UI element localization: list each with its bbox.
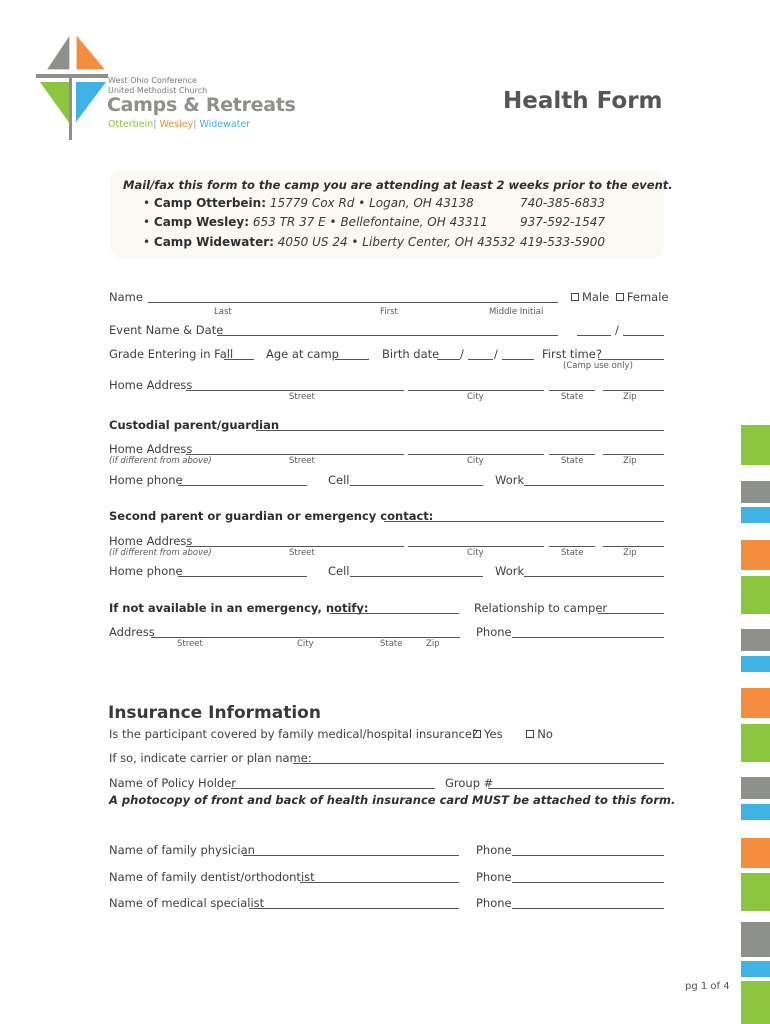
camp-widewater: Widewater [199, 119, 251, 130]
city-caption: City [297, 639, 314, 649]
city-caption: City [467, 548, 484, 558]
name-label: Name [109, 290, 143, 304]
custodial-field[interactable] [256, 430, 664, 431]
name-field[interactable] [148, 302, 558, 303]
emergency-address-field[interactable] [151, 637, 460, 638]
last-caption: Last [214, 307, 232, 317]
street-caption: Street [289, 548, 315, 558]
group-label: Group # [445, 776, 494, 790]
insurance-question: Is the participant covered by family medical/hospital insurance? [109, 727, 479, 741]
strip-orange [741, 540, 770, 570]
state-caption: State [561, 392, 584, 402]
custodial-street-field[interactable] [186, 454, 404, 455]
custodial-work-field[interactable] [524, 485, 664, 486]
birth-month-field[interactable] [437, 359, 460, 360]
second-cell-field[interactable] [350, 576, 483, 577]
camp-otterbein: Otterbein [108, 119, 154, 130]
page-number: pg 1 of 4 [685, 981, 730, 992]
second-work-field[interactable] [524, 576, 664, 577]
notice-camp-widewater: • Camp Widewater: 4050 US 24 • Liberty Center, OH 43532 [143, 235, 516, 249]
second-home-phone-field[interactable] [178, 576, 307, 577]
event-month-field[interactable] [577, 335, 611, 336]
specialist-phone-label: Phone [476, 896, 512, 910]
second-address-label: Home Address [109, 534, 193, 548]
notice-camp-otterbein: • Camp Otterbein: 15779 Cox Rd • Logan, OH 43138 [143, 196, 474, 210]
notice-phone-wesley: 937-592-1547 [520, 215, 606, 229]
first-time-label: First time? [542, 347, 602, 361]
if-different-caption: (if different from above) [109, 548, 212, 558]
emergency-phone-label: Phone [476, 625, 512, 639]
physician-phone-field[interactable] [512, 855, 664, 856]
strip-gray [741, 777, 770, 799]
street-caption: Street [177, 639, 203, 649]
custodial-cell-field[interactable] [350, 485, 483, 486]
strip-green [741, 873, 770, 911]
specialist-label: Name of medical specialist [109, 896, 265, 910]
age-field[interactable] [335, 359, 369, 360]
second-street-field[interactable] [186, 546, 404, 547]
event-field[interactable] [217, 335, 558, 336]
strip-gray [741, 629, 770, 651]
notice-phone-widewater: 419-533-5900 [520, 235, 606, 249]
strip-blue [741, 656, 770, 672]
event-label: Event Name & Date [109, 323, 224, 337]
second-zip-field[interactable] [603, 546, 664, 547]
home-zip-field[interactable] [603, 390, 664, 391]
strip-orange [741, 838, 770, 868]
custodial-address-label: Home Address [109, 442, 193, 456]
second-state-field[interactable] [549, 546, 595, 547]
no-label: No [537, 727, 553, 741]
custodial-work-label: Work [495, 473, 525, 487]
middle-initial-caption: Middle Initial [489, 307, 544, 317]
strip-blue [741, 961, 770, 977]
physician-phone-label: Phone [476, 843, 512, 857]
birth-day-field[interactable] [468, 359, 493, 360]
strip-blue [741, 804, 770, 820]
carrier-field[interactable] [293, 763, 664, 764]
relationship-field[interactable] [598, 613, 664, 614]
insurance-options [473, 727, 553, 741]
strip-gray [741, 481, 770, 503]
camp-names: Otterbein| Wesley| Widewater [108, 119, 251, 130]
notice-heading: Mail/fax this form to the camp you are attending at least 2 weeks prior to the event. [123, 178, 673, 192]
custodial-home-phone-field[interactable] [178, 485, 307, 486]
policy-holder-label: Name of Policy Holder [109, 776, 237, 790]
strip-orange [741, 688, 770, 718]
yes-checkbox[interactable] [473, 730, 481, 738]
no-checkbox[interactable] [526, 730, 534, 738]
second-cell-label: Cell [328, 564, 350, 578]
strip-blue [741, 507, 770, 523]
birth-label: Birth date [382, 347, 440, 361]
second-parent-label: Second parent or guardian or emergency contact: [109, 509, 434, 523]
strip-green [741, 981, 770, 1024]
photocopy-notice: A photocopy of front and back of health insurance card MUST be attached to this form. [109, 793, 676, 807]
second-city-field[interactable] [408, 546, 544, 547]
street-caption: Street [289, 456, 315, 466]
if-different-caption: (if different from above) [109, 456, 212, 466]
relationship-label: Relationship to camper [474, 601, 608, 615]
home-state-field[interactable] [549, 390, 595, 391]
state-caption: State [561, 548, 584, 558]
zip-caption: Zip [426, 639, 440, 649]
birth-slash-1: / [460, 347, 464, 361]
city-caption: City [467, 456, 484, 466]
zip-caption: Zip [623, 392, 637, 402]
dentist-label: Name of family dentist/orthodontist [109, 870, 315, 884]
custodial-cell-label: Cell [328, 473, 350, 487]
zip-caption: Zip [623, 456, 637, 466]
gender-options [571, 290, 669, 304]
second-work-label: Work [495, 564, 525, 578]
notice-camp-address: 4050 US 24 • Liberty Center, OH 43532 [277, 235, 516, 249]
birth-slash-2: / [494, 347, 498, 361]
event-day-field[interactable] [623, 335, 664, 336]
custodial-zip-field[interactable] [603, 454, 664, 455]
notice-camp-name: Camp Widewater: [153, 235, 274, 249]
emergency-field[interactable] [330, 613, 459, 614]
yes-label: Yes [484, 727, 503, 741]
strip-green [741, 425, 770, 465]
emergency-address-label: Address [109, 625, 155, 639]
strip-green [741, 576, 770, 614]
first-caption: First [380, 307, 398, 317]
carrier-label: If so, indicate carrier or plan name: [109, 751, 312, 765]
first-time-field[interactable] [598, 359, 664, 360]
emergency-phone-field[interactable] [512, 637, 664, 638]
group-field[interactable] [488, 788, 664, 789]
dentist-phone-label: Phone [476, 870, 512, 884]
grade-field[interactable] [224, 359, 254, 360]
strip-green [741, 724, 770, 762]
second-parent-field[interactable] [384, 521, 664, 522]
custodial-city-field[interactable] [408, 454, 544, 455]
logo [36, 32, 111, 144]
org-line-1: West Ohio Conference [108, 76, 197, 85]
emergency-label: If not available in an emergency, notify: [109, 601, 369, 615]
city-caption: City [467, 392, 484, 402]
physician-label: Name of family physician [109, 843, 255, 857]
second-home-phone-label: Home phone [109, 564, 183, 578]
org-line-2: United Methodist Church [108, 86, 208, 95]
female-label: Female [626, 290, 669, 304]
notice-phone-otterbein: 740-385-6833 [520, 196, 606, 210]
state-caption: State [561, 456, 584, 466]
insurance-heading: Insurance Information [108, 703, 321, 723]
street-caption: Street [289, 392, 315, 402]
age-label: Age at camp [266, 347, 339, 361]
brand-name: Camps & Retreats [107, 94, 296, 116]
zip-caption: Zip [623, 548, 637, 558]
state-caption: State [380, 639, 403, 649]
notice-camp-address: 653 TR 37 E • Bellefontaine, OH 43311 [252, 215, 488, 229]
male-checkbox[interactable] [571, 293, 579, 301]
custodial-label: Custodial parent/guardian [109, 418, 280, 432]
event-date-slash: / [615, 323, 619, 337]
custodial-state-field[interactable] [549, 454, 595, 455]
home-address-label: Home Address [109, 378, 193, 392]
female-checkbox[interactable] [616, 293, 624, 301]
notice-camp-wesley: • Camp Wesley: 653 TR 37 E • Bellefontaine, OH 43311 [143, 215, 488, 229]
notice-camp-address: 15779 Cox Rd • Logan, OH 43138 [269, 196, 474, 210]
grade-label: Grade Entering in Fall [109, 347, 234, 361]
page-title: Health Form [503, 88, 663, 114]
physician-field[interactable] [243, 855, 459, 856]
dentist-phone-field[interactable] [512, 882, 664, 883]
specialist-field[interactable] [249, 908, 459, 909]
specialist-phone-field[interactable] [512, 908, 664, 909]
strip-gray [741, 922, 770, 957]
birth-year-field[interactable] [502, 359, 534, 360]
camp-use-caption: (Camp use only) [563, 361, 633, 371]
policy-holder-field[interactable] [231, 788, 435, 789]
custodial-home-phone-label: Home phone [109, 473, 183, 487]
notice-camp-name: Camp Wesley: [153, 215, 250, 229]
home-city-field[interactable] [408, 390, 544, 391]
male-label: Male [582, 290, 610, 304]
home-street-field[interactable] [186, 390, 404, 391]
dentist-field[interactable] [300, 882, 459, 883]
camp-wesley: Wesley [159, 119, 194, 130]
notice-camp-name: Camp Otterbein: [153, 196, 266, 210]
